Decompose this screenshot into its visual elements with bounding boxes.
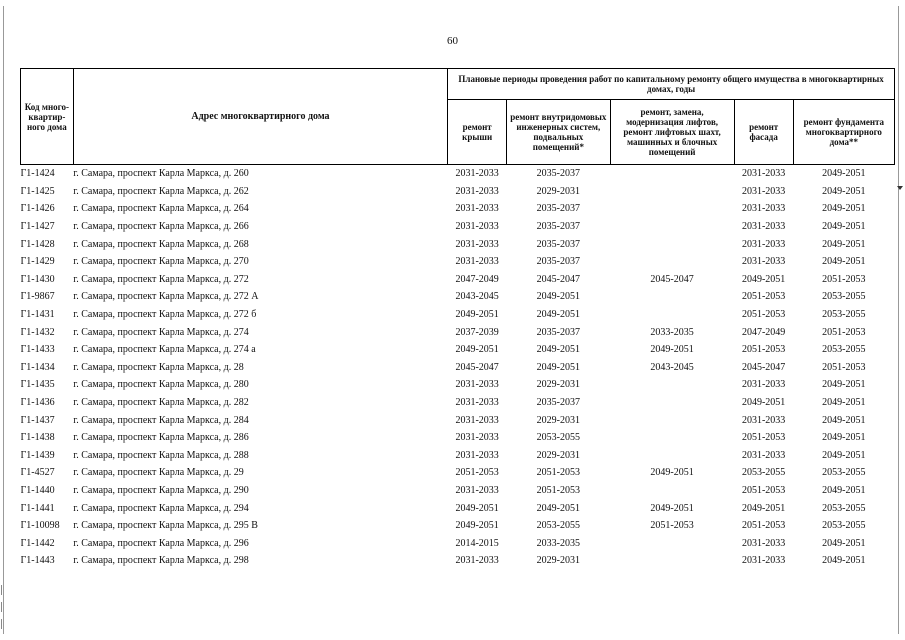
row-systems: 2035-2037 — [536, 203, 580, 215]
row-address: г. Самара, проспект Карла Маркса, д. 260 — [73, 168, 249, 180]
row-systems: 2035-2037 — [536, 168, 580, 180]
table-row — [21, 165, 895, 183]
table-row — [21, 359, 895, 377]
repair-schedule-table — [20, 68, 895, 570]
row-roof: 2045-2047 — [455, 361, 499, 373]
row-facade: 2031-2033 — [741, 221, 786, 233]
row-lifts — [610, 447, 734, 465]
row-lifts — [610, 429, 734, 447]
row-roof: 2049-2051 — [455, 520, 499, 532]
row-roof: 2037-2039 — [455, 326, 499, 338]
row-systems: 2051-2053 — [536, 467, 580, 479]
row-code: Г1-1431 — [20, 309, 55, 321]
header-code: Код много-квартир-ного дома — [21, 69, 74, 165]
table-row — [21, 253, 895, 271]
table-row — [21, 429, 895, 447]
row-roof: 2031-2033 — [455, 397, 499, 409]
row-foundation: 2049-2051 — [822, 555, 866, 567]
row-foundation: 2049-2051 — [822, 397, 866, 409]
row-facade: 2031-2033 — [741, 185, 786, 197]
row-code: Г1-1440 — [20, 484, 55, 496]
header-systems: ремонт внутридомовых инженерных систем, подвальных помещений* — [507, 100, 610, 165]
row-address: г. Самара, проспект Карла Маркса, д. 282 — [73, 397, 249, 409]
table-row — [21, 288, 895, 306]
row-code: Г1-1424 — [20, 168, 55, 180]
row-foundation: 2049-2051 — [822, 168, 866, 180]
row-address: г. Самара, проспект Карла Маркса, д. 296 — [73, 537, 249, 549]
table-row — [21, 411, 895, 429]
row-lifts — [610, 552, 734, 570]
row-address: г. Самара, проспект Карла Маркса, д. 272 б — [73, 309, 257, 321]
row-code: Г1-1435 — [20, 379, 55, 391]
header-foundation: ремонт фундамента многоквартирного дома** — [793, 100, 894, 165]
row-code: Г1-1433 — [20, 344, 55, 356]
table-row — [21, 394, 895, 412]
row-lifts — [610, 200, 734, 218]
row-address: г. Самара, проспект Карла Маркса, д. 284 — [73, 414, 249, 426]
row-address: г. Самара, проспект Карла Маркса, д. 272 — [73, 273, 249, 285]
row-roof: 2014-2015 — [455, 537, 499, 549]
row-systems: 2045-2047 — [536, 273, 580, 285]
table-row — [21, 218, 895, 236]
row-code: Г1-10098 — [20, 520, 60, 532]
row-systems: 2029-2031 — [536, 555, 580, 567]
row-lifts — [610, 288, 734, 306]
row-lifts — [610, 306, 734, 324]
row-systems: 2049-2051 — [536, 361, 580, 373]
row-foundation: 2049-2051 — [822, 414, 866, 426]
row-foundation: 2053-2055 — [822, 309, 866, 321]
row-code: Г1-1442 — [20, 537, 55, 549]
row-lifts — [610, 165, 734, 183]
row-address: г. Самара, проспект Карла Маркса, д. 286 — [73, 432, 249, 444]
row-foundation: 2049-2051 — [822, 238, 866, 250]
row-systems: 2033-2035 — [536, 537, 580, 549]
row-facade: 2051-2053 — [741, 520, 786, 532]
row-lifts — [610, 253, 734, 271]
row-foundation: 2051-2053 — [822, 273, 866, 285]
row-foundation: 2051-2053 — [822, 361, 866, 373]
row-facade: 2051-2053 — [741, 344, 786, 356]
row-code: Г1-1430 — [20, 273, 55, 285]
row-facade: 2045-2047 — [741, 361, 786, 373]
margin-dash — [1, 619, 2, 629]
row-systems: 2035-2037 — [536, 326, 580, 338]
row-address: г. Самара, проспект Карла Маркса, д. 272 А — [73, 291, 259, 303]
row-facade: 2049-2051 — [741, 502, 786, 514]
row-code: Г1-1426 — [20, 203, 55, 215]
row-systems: 2035-2037 — [536, 238, 580, 250]
row-code: Г1-9867 — [20, 291, 55, 303]
row-address: г. Самара, проспект Карла Маркса, д. 280 — [73, 379, 249, 391]
row-address: г. Самара, проспект Карла Маркса, д. 268 — [73, 238, 249, 250]
row-address: г. Самара, проспект Карла Маркса, д. 29 — [73, 467, 244, 479]
row-systems: 2049-2051 — [536, 344, 580, 356]
scroll-marker-icon — [897, 186, 903, 190]
table-row — [21, 447, 895, 465]
row-roof: 2043-2045 — [455, 291, 499, 303]
table-row — [21, 482, 895, 500]
row-facade: 2051-2053 — [741, 291, 786, 303]
table-row — [21, 200, 895, 218]
row-facade: 2031-2033 — [741, 238, 786, 250]
row-lifts: 2051-2053 — [650, 520, 694, 532]
row-roof: 2031-2033 — [455, 168, 499, 180]
row-foundation: 2049-2051 — [822, 432, 866, 444]
row-code: Г1-1428 — [20, 238, 55, 250]
row-foundation: 2051-2053 — [822, 326, 866, 338]
margin-dash — [1, 602, 2, 612]
table-row — [21, 376, 895, 394]
row-facade: 2049-2051 — [741, 273, 786, 285]
row-systems: 2049-2051 — [536, 502, 580, 514]
row-address: г. Самара, проспект Карла Маркса, д. 262 — [73, 185, 249, 197]
row-foundation: 2049-2051 — [822, 484, 866, 496]
row-systems: 2029-2031 — [536, 379, 580, 391]
row-lifts: 2049-2051 — [650, 502, 694, 514]
row-code: Г1-4527 — [20, 467, 55, 479]
row-facade: 2031-2033 — [741, 203, 786, 215]
row-code: Г1-1429 — [20, 256, 55, 268]
row-address: г. Самара, проспект Карла Маркса, д. 274 — [73, 326, 249, 338]
row-roof: 2031-2033 — [455, 256, 499, 268]
row-roof: 2047-2049 — [455, 273, 499, 285]
page-number: 60 — [447, 35, 458, 47]
margin-dash — [1, 585, 2, 595]
row-roof: 2031-2033 — [455, 185, 499, 197]
row-lifts: 2049-2051 — [650, 344, 694, 356]
table-row — [21, 235, 895, 253]
row-facade: 2031-2033 — [741, 168, 786, 180]
row-systems: 2051-2053 — [536, 484, 580, 496]
header-roof: ремонт крыши — [448, 100, 507, 165]
row-facade: 2031-2033 — [741, 555, 786, 567]
row-foundation: 2049-2051 — [822, 537, 866, 549]
row-systems: 2029-2031 — [536, 449, 580, 461]
table-row — [21, 517, 895, 535]
row-address: г. Самара, проспект Карла Маркса, д. 266 — [73, 221, 249, 233]
row-roof: 2049-2051 — [455, 344, 499, 356]
header-periods: Плановые периоды проведения работ по капитальному ремонту общего имущества в многоквартирных домах, годы — [448, 69, 895, 100]
table-row — [21, 183, 895, 201]
row-foundation: 2049-2051 — [822, 203, 866, 215]
row-address: г. Самара, проспект Карла Маркса, д. 290 — [73, 484, 249, 496]
row-foundation: 2053-2055 — [822, 344, 866, 356]
row-lifts: 2033-2035 — [650, 326, 694, 338]
row-foundation: 2049-2051 — [822, 379, 866, 391]
row-roof: 2049-2051 — [455, 502, 499, 514]
row-lifts: 2049-2051 — [650, 467, 694, 479]
row-code: Г1-1436 — [20, 397, 55, 409]
row-systems: 2029-2031 — [536, 185, 580, 197]
row-address: г. Самара, проспект Карла Маркса, д. 270 — [73, 256, 249, 268]
row-roof: 2031-2033 — [455, 203, 499, 215]
row-lifts — [610, 394, 734, 412]
row-systems: 2029-2031 — [536, 414, 580, 426]
table-row — [21, 271, 895, 289]
table-row — [21, 552, 895, 570]
row-systems: 2053-2055 — [536, 520, 580, 532]
table-row — [21, 341, 895, 359]
row-roof: 2031-2033 — [455, 379, 499, 391]
row-roof: 2031-2033 — [455, 449, 499, 461]
row-roof: 2031-2033 — [455, 432, 499, 444]
row-facade: 2031-2033 — [741, 256, 786, 268]
row-address: г. Самара, проспект Карла Маркса, д. 288 — [73, 449, 249, 461]
row-facade: 2031-2033 — [741, 449, 786, 461]
row-facade: 2049-2051 — [741, 397, 786, 409]
row-facade: 2051-2053 — [741, 432, 786, 444]
row-foundation: 2053-2055 — [822, 467, 866, 479]
row-code: Г1-1443 — [20, 555, 55, 567]
row-systems: 2053-2055 — [536, 432, 580, 444]
row-code: Г1-1437 — [20, 414, 55, 426]
row-roof: 2031-2033 — [455, 555, 499, 567]
row-foundation: 2053-2055 — [822, 502, 866, 514]
row-address: г. Самара, проспект Карла Маркса, д. 298 — [73, 555, 249, 567]
row-facade: 2031-2033 — [741, 414, 786, 426]
row-address: г. Самара, проспект Карла Маркса, д. 295 В — [73, 520, 258, 532]
row-lifts — [610, 411, 734, 429]
row-address: г. Самара, проспект Карла Маркса, д. 28 — [73, 361, 244, 373]
row-lifts — [610, 482, 734, 500]
row-facade: 2031-2033 — [741, 537, 786, 549]
table-row — [21, 306, 895, 324]
row-roof: 2031-2033 — [455, 221, 499, 233]
row-facade: 2051-2053 — [741, 484, 786, 496]
row-code: Г1-1427 — [20, 221, 55, 233]
row-foundation: 2053-2055 — [822, 520, 866, 532]
row-lifts — [610, 235, 734, 253]
row-code: Г1-1434 — [20, 361, 55, 373]
row-lifts: 2045-2047 — [650, 273, 694, 285]
row-foundation: 2049-2051 — [822, 185, 866, 197]
row-facade: 2051-2053 — [741, 309, 786, 321]
row-lifts — [610, 534, 734, 552]
row-roof: 2031-2033 — [455, 414, 499, 426]
header-facade: ремонт фасада — [734, 100, 793, 165]
row-code: Г1-1432 — [20, 326, 55, 338]
row-systems: 2035-2037 — [536, 397, 580, 409]
row-code: Г1-1438 — [20, 432, 55, 444]
row-lifts: 2043-2045 — [650, 361, 694, 373]
row-code: Г1-1439 — [20, 449, 55, 461]
row-roof: 2031-2033 — [455, 484, 499, 496]
row-address: г. Самара, проспект Карла Маркса, д. 264 — [73, 203, 249, 215]
table-row — [21, 464, 895, 482]
row-foundation: 2049-2051 — [822, 221, 866, 233]
row-systems: 2035-2037 — [536, 256, 580, 268]
row-code: Г1-1425 — [20, 185, 55, 197]
header-address: Адрес многоквартирного дома — [73, 69, 447, 165]
row-address: г. Самара, проспект Карла Маркса, д. 294 — [73, 502, 249, 514]
table-row — [21, 499, 895, 517]
row-code: Г1-1441 — [20, 502, 55, 514]
row-facade: 2031-2033 — [741, 379, 786, 391]
table-row — [21, 323, 895, 341]
header-lifts: ремонт, замена, модернизация лифтов, ремонт лифтовых шахт, машинных и блочных помещений — [610, 100, 734, 165]
row-foundation: 2049-2051 — [822, 256, 866, 268]
row-roof: 2049-2051 — [455, 309, 499, 321]
row-roof: 2031-2033 — [455, 238, 499, 250]
row-systems: 2049-2051 — [536, 309, 580, 321]
row-address: г. Самара, проспект Карла Маркса, д. 274 а — [73, 344, 256, 356]
row-facade: 2053-2055 — [741, 467, 786, 479]
row-systems: 2035-2037 — [536, 221, 580, 233]
row-facade: 2047-2049 — [741, 326, 786, 338]
row-roof: 2051-2053 — [455, 467, 499, 479]
row-lifts — [610, 376, 734, 394]
row-foundation: 2049-2051 — [822, 449, 866, 461]
row-lifts — [610, 218, 734, 236]
row-systems: 2049-2051 — [536, 291, 580, 303]
table-row — [21, 534, 895, 552]
row-foundation: 2053-2055 — [822, 291, 866, 303]
row-lifts — [610, 183, 734, 201]
